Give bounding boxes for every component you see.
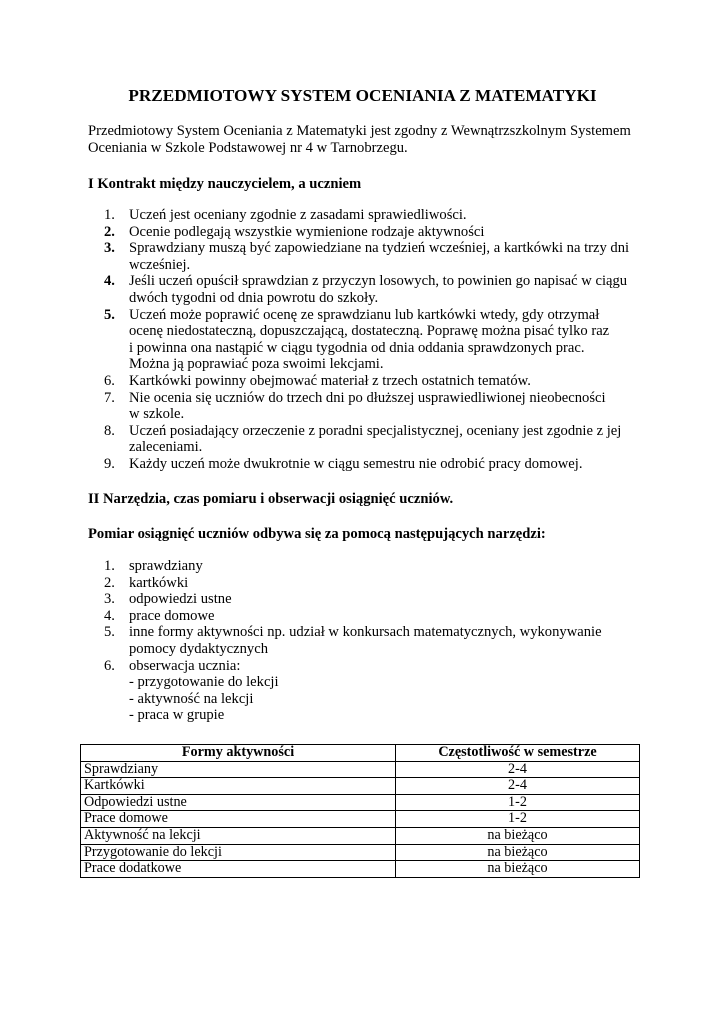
section-2-heading: II Narzędzia, czas pomiaru i obserwacji osiągnięć uczniów. <box>88 491 454 507</box>
table-cell: na bieżąco <box>396 844 640 861</box>
item-text: ocenę niedostateczną, dopuszczającą, dostateczną. Poprawę można pisać tylko raz <box>129 323 610 340</box>
list-item <box>104 591 649 608</box>
item-text: Uczeń może poprawić ocenę ze sprawdzianu lub kartkówki wtedy, gdy otrzymał <box>129 306 600 323</box>
item-number: 3. <box>104 591 115 608</box>
item-number: 9. <box>104 455 115 472</box>
table-cell: 1-2 <box>396 794 640 811</box>
intro-line: Oceniania w Szkole Podstawowej nr 4 w Tarnobrzegu. <box>88 139 408 156</box>
item-text: zaleceniami. <box>129 439 203 456</box>
item-number: 2. <box>104 574 115 591</box>
page-title: PRZEDMIOTOWY SYSTEM OCENIANIA Z MATEMATYKI <box>128 86 597 105</box>
table-cell: Kartkówki <box>81 778 396 795</box>
table-header-row <box>81 745 640 762</box>
item-number: 6. <box>104 657 115 674</box>
table-cell: Aktywność na lekcji <box>81 827 396 844</box>
table-row <box>81 844 640 861</box>
intro-line: Przedmiotowy System Oceniania z Matematyki jest zgodny z Wewnątrzszkolnym Systemem <box>88 123 631 139</box>
item-text: dwóch tygodni od dnia powrotu do szkoły. <box>129 289 379 306</box>
item-text: Uczeń jest oceniany zgodnie z zasadami sprawiedliwości. <box>129 207 467 223</box>
item-text: inne formy aktywności np. udział w konkursach matematycznych, wykonywanie <box>129 624 602 641</box>
table-row <box>81 827 640 844</box>
item-text: Jeśli uczeń opuścił sprawdzian z przyczyn losowych, to powinien go napisać w ciągu <box>129 273 628 290</box>
sub-item-text: - aktywność na lekcji <box>129 690 254 707</box>
item-text: Nie ocenia się uczniów do trzech dni po dłuższej usprawiedliwionej nieobecności <box>129 389 606 406</box>
table-cell: Prace domowe <box>81 811 396 828</box>
table-row <box>81 861 640 878</box>
activity-frequency-table <box>80 744 640 878</box>
item-text: kartkówki <box>129 574 189 591</box>
item-number: 5. <box>104 624 115 641</box>
item-text: Uczeń posiadający orzeczenie z poradni specjalistycznej, oceniany jest zgodnie z jej <box>129 422 622 439</box>
item-text: odpowiedzi ustne <box>129 591 232 608</box>
item-text: Kartkówki powinny obejmować materiał z trzech ostatnich tematów. <box>129 372 531 389</box>
list-item <box>104 390 649 423</box>
item-text: i powinna ona nastąpić w ciągu tygodnia od dnia oddania sprawdzonych prac. <box>129 339 585 356</box>
contract-list <box>104 207 649 473</box>
table-cell: Odpowiedzi ustne <box>81 794 396 811</box>
item-number: 7. <box>104 389 115 406</box>
item-text: prace domowe <box>129 607 215 624</box>
item-number: 6. <box>104 372 115 389</box>
sub-item-text: - praca w grupie <box>129 707 225 724</box>
list-item <box>104 456 649 473</box>
table-cell: 1-2 <box>396 811 640 828</box>
item-number: 8. <box>104 422 115 439</box>
list-item <box>104 558 649 575</box>
item-text: Można ją poprawiać poza swoimi lekcjami. <box>129 356 384 373</box>
item-text: wcześniej. <box>129 256 191 273</box>
list-item <box>104 608 649 625</box>
list-item <box>104 624 649 657</box>
list-item <box>104 575 649 592</box>
list-item <box>104 373 649 390</box>
intro-paragraph <box>88 123 648 156</box>
table-row <box>81 811 640 828</box>
item-number: 4. <box>104 607 115 624</box>
item-text: obserwacja ucznia: <box>129 657 241 674</box>
table-row <box>81 778 640 795</box>
list-item <box>104 207 649 224</box>
table-header-cell: Formy aktywności <box>81 745 396 762</box>
table-cell: na bieżąco <box>396 827 640 844</box>
table-header-cell: Częstotliwość w semestrze <box>396 745 640 762</box>
item-number: 1. <box>104 207 115 223</box>
tools-list <box>104 558 649 724</box>
item-number: 5. <box>104 306 115 323</box>
item-number: 2. <box>104 223 115 240</box>
table-cell: 2-4 <box>396 761 640 778</box>
table-cell: Przygotowanie do lekcji <box>81 844 396 861</box>
list-item <box>104 240 649 273</box>
item-text: Ocenie podlegają wszystkie wymienione rodzaje aktywności <box>129 223 485 240</box>
item-text: sprawdziany <box>129 558 203 574</box>
table-row <box>81 794 640 811</box>
section-2-subheading: Pomiar osiągnięć uczniów odbywa się za pomocą następujących narzędzi: <box>88 526 546 542</box>
list-item <box>104 423 649 456</box>
item-number: 4. <box>104 273 115 290</box>
table-row <box>81 761 640 778</box>
section-1-heading: I Kontrakt między nauczycielem, a uczniem <box>88 176 362 192</box>
list-item <box>104 658 649 724</box>
list-item <box>104 307 649 373</box>
table-cell: na bieżąco <box>396 861 640 878</box>
item-text: w szkole. <box>129 406 185 423</box>
table-cell: Prace dodatkowe <box>81 861 396 878</box>
item-text: Każdy uczeń może dwukrotnie w ciągu semestru nie odrobić pracy domowej. <box>129 455 583 472</box>
list-item <box>104 224 649 241</box>
table-cell: Sprawdziany <box>81 761 396 778</box>
sub-item-text: - przygotowanie do lekcji <box>129 674 279 691</box>
item-number: 3. <box>104 240 115 257</box>
item-text: pomocy dydaktycznych <box>129 640 269 657</box>
item-text: Sprawdziany muszą być zapowiedziane na tydzień wcześniej, a kartkówki na trzy dni <box>129 240 630 257</box>
list-item <box>104 273 649 306</box>
item-number: 1. <box>104 558 115 574</box>
table-cell: 2-4 <box>396 778 640 795</box>
